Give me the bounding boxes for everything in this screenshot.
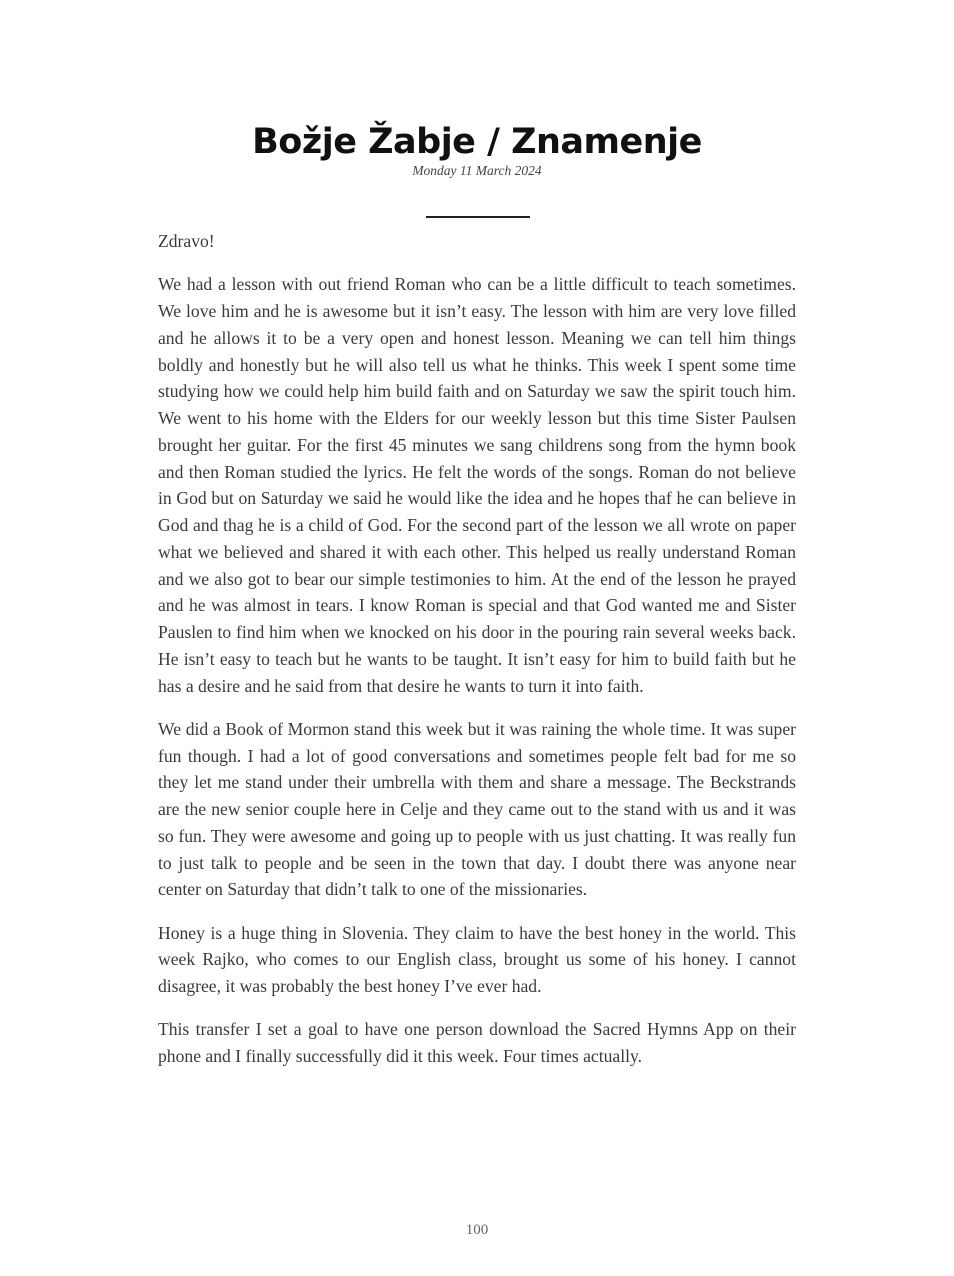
paragraph-honey: Honey is a huge thing in Slovenia. They claim to have the best honey in the world. This week Rajko, who comes to our English class, brought us some of his honey. I cannot disagree, it was probably the best honey I’ve ever had. (158, 922, 796, 996)
entry-date: Monday 11 March 2024 (412, 163, 542, 178)
page-title: Božje Žabje / Znamenje (252, 122, 702, 162)
letter-body (158, 228, 796, 1086)
paragraph-roman-lesson: We had a lesson with out friend Roman who can be a little difficult to teach sometimes. We love him and he is awesome but it isn’t easy. The lesson with him are very love filled and he allows it to be a very open and honest lesson. Meaning we can tell him things boldly and honestly but he will also tell us what he thinks. This week I spent some time studying how we could help him build faith and on Saturday we saw the spirit touch him. We went to his home with the Elders for our weekly lesson but this time Sister Paulsen brought her guitar. For the first 45 minutes we sang childrens song from the hymn book and then Roman studied the lyrics. He felt the words of the songs. Roman do not believe in God but on Saturday we said he would like the idea and he hopes thaf he can believe in God and thag he is a child of God. For the second part of the lesson we all wrote on paper what we believed and shared it with each other. This helped us really understand Roman and we also got to bear our simple testimonies to him. At the end of the lesson he prayed and he was almost in tears. I know Roman is special and that God wanted me and Sister Pauslen to find him when we knocked on his door in the pouring rain several weeks back. He isn’t easy to teach but he wants to be taught. It isn’t easy for him to build faith but he has a desire and he said from that desire he wants to turn it into faith. (158, 274, 796, 696)
title-divider (426, 216, 530, 218)
paragraph-book-of-mormon-stand: We did a Book of Mormon stand this week but it was raining the whole time. It was super fun though. I had a lot of good conversations and sometimes people felt bad for me so they let me stand under their umbrella with them and share a message. The Beckstrands are the new senior couple here in Celje and they came out to the stand with us and it was so fun. They were awesome and going up to people with us just chatting. It was really fun to just talk to people and be seen in the town that day. I doubt there was anyone near center on Saturday that didn’t talk to one of the missionaries. (158, 718, 796, 900)
greeting: Zdravo! (158, 231, 215, 251)
page-number: 100 (465, 1222, 489, 1238)
paragraph-hymns-app: This transfer I set a goal to have one person download the Sacred Hymns App on their phone and I finally successfully did it this week. Four times actually. (158, 1019, 796, 1066)
